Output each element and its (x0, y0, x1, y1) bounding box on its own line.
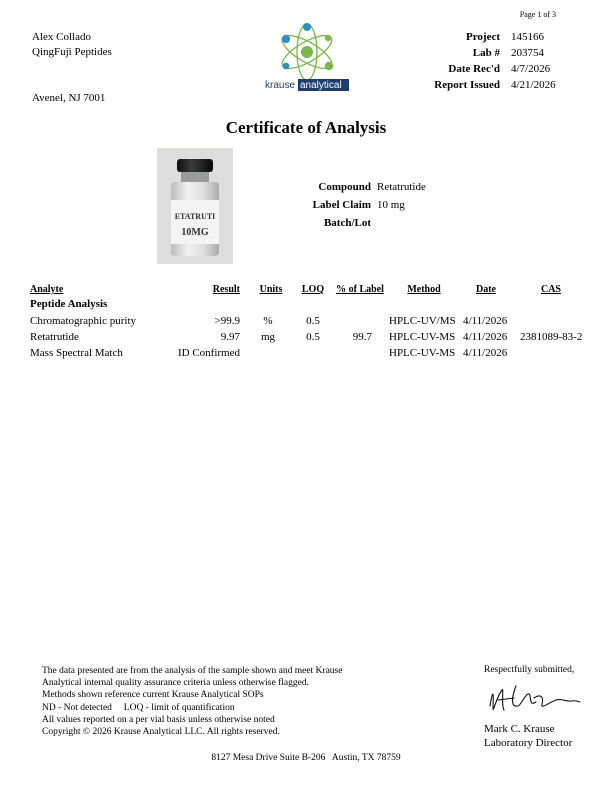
report-issued-label: Report Issued (434, 79, 500, 91)
signer-block (484, 722, 572, 750)
compound-label: Compound (318, 181, 371, 193)
cell-result: ID Confirmed (177, 347, 240, 359)
note-line: Methods shown reference current Krause Analytical SOPs (42, 690, 264, 701)
header-cas: CAS (540, 284, 561, 295)
batch-lot-label: Batch/Lot (323, 217, 371, 229)
cell-analyte: Chromatographic purity (30, 315, 137, 327)
compound-value: Retatrutide (377, 181, 426, 193)
cell-date: 4/11/2026 (463, 315, 508, 327)
lab-number-label: Lab # (472, 47, 500, 59)
header-method: Method (407, 284, 441, 295)
handwritten-signature (484, 676, 584, 720)
cell-result: 9.97 (220, 331, 240, 343)
date-received-label: Date Rec'd (448, 63, 500, 75)
label-claim-label: Label Claim (312, 199, 371, 211)
vial-label-dose: 10MG (181, 227, 209, 238)
cell-method: HPLC-UV-MS (389, 347, 456, 359)
cell-units: mg (260, 331, 276, 343)
client-name: Alex Collado (32, 31, 91, 43)
header-percent-label: % of Label (336, 284, 384, 295)
header-date: Date (476, 284, 496, 295)
header-result: Result (212, 284, 240, 295)
signer-name: Mark C. Krause (484, 723, 555, 735)
signer-title: Laboratory Director (484, 737, 573, 749)
cell-result: >99.9 (214, 315, 240, 327)
cell-cas: 2381089-83-2 (520, 331, 583, 343)
cell-percent-label: 99.7 (352, 331, 372, 343)
cell-date: 4/11/2026 (463, 331, 508, 343)
label-claim-value: 10 mg (377, 199, 405, 211)
section-heading: Peptide Analysis (30, 298, 108, 310)
cell-date: 4/11/2026 (463, 347, 508, 359)
client-block (32, 30, 112, 60)
vial-image (157, 148, 233, 264)
page-title: Certificate of Analysis (225, 118, 387, 137)
logo-word-analytical: analytical (300, 80, 342, 91)
atom-logo-icon (262, 22, 352, 94)
note-line: The data presented are from the analysis of the sample shown and meet Krause (42, 666, 343, 676)
krause-analytical-logo (262, 22, 352, 94)
vial-label-name: ETATRUTI (174, 212, 216, 221)
cell-method: HPLC-UV/MS (389, 315, 456, 327)
client-city: Avenel, NJ 7001 (32, 92, 106, 104)
header-analyte: Analyte (30, 284, 64, 295)
lab-number-value: 203754 (511, 47, 544, 59)
cell-units: % (263, 315, 273, 327)
project-label: Project (466, 31, 500, 43)
page-number: Page 1 of 3 (519, 10, 556, 19)
project-value: 145166 (511, 31, 544, 43)
cell-loq: 0.5 (306, 331, 320, 343)
cell-method: HPLC-UV-MS (389, 331, 456, 343)
lab-address: 8127 Mesa Drive Suite B-206 Austin, TX 78759 (211, 753, 401, 763)
signature-image (484, 676, 584, 720)
note-line: ND - Not detected LOQ - limit of quantification (42, 702, 235, 713)
date-received-value: 4/7/2026 (511, 63, 551, 75)
logo-word-krause: krause (265, 80, 296, 91)
cell-analyte: Mass Spectral Match (30, 347, 123, 359)
header-units: Units (259, 284, 283, 295)
client-company: QingFuji Peptides (32, 46, 112, 58)
note-line: Copyright © 2026 Krause Analytical LLC. All rights reserved. (42, 727, 280, 738)
note-line: All values reported on a per vial basis unless otherwise noted (42, 714, 275, 725)
cell-loq: 0.5 (306, 315, 320, 327)
note-line: Analytical internal quality assurance criteria unless otherwise flagged. (42, 678, 309, 689)
cell-analyte: Retatrutide (30, 331, 79, 343)
header-loq: LOQ (301, 284, 325, 295)
vial-photo (157, 148, 233, 264)
report-issued-value: 4/21/2026 (511, 79, 556, 91)
closing-text: Respectfully submitted, (484, 665, 575, 675)
footer-notes (42, 665, 342, 738)
